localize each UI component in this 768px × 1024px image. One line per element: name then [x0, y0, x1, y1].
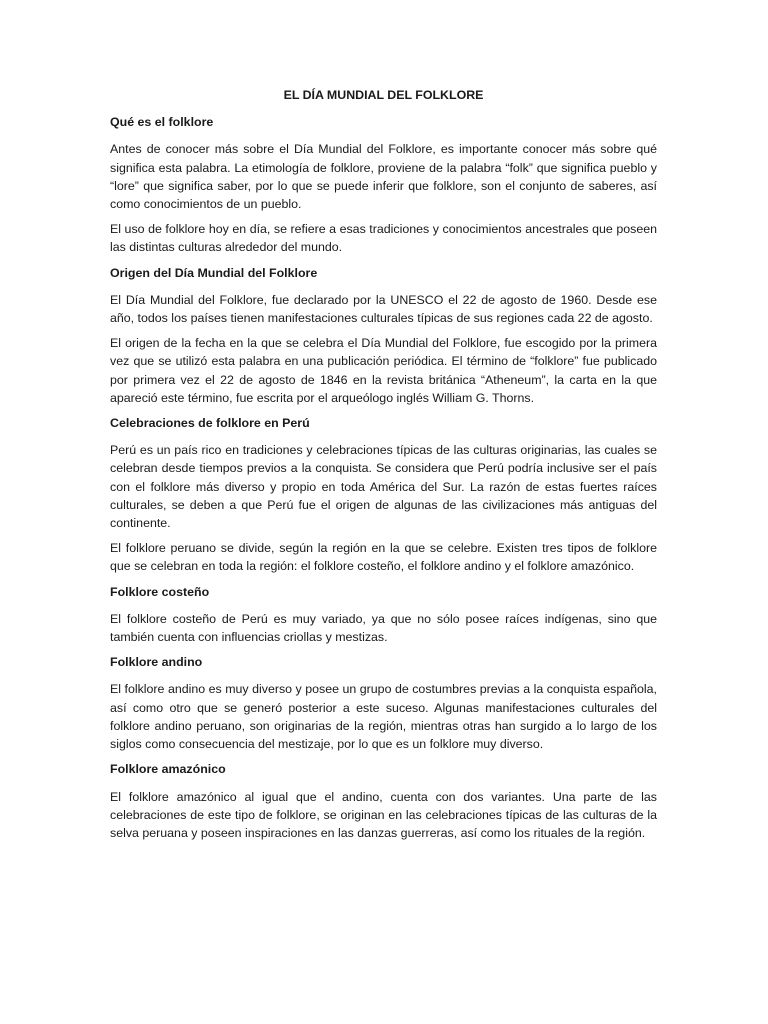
document-page — [110, 86, 657, 849]
paragraph: El folklore andino es muy diverso y posee un grupo de costumbres previas a la conquista española, así como otro que se generó posterior a este suceso. Algunas manifestaciones culturales del folklore andino peruano, son originarias de la región, mientras otras han surgido a lo largo de los siglos como consecuencia del mestizaje, por lo que es un folklore muy diverso. — [110, 682, 657, 752]
paragraph: Perú es un país rico en tradiciones y celebraciones típicas de las culturas originarias, las cuales se celebran desde tiempos previos a la conquista. Se considera que Perú podría inclusive ser el país con el folklore más diverso y propio en toda América del Sur. La razón de estas fuertes raíces culturales, se deben a que Perú fue el origen de algunas de las civilizaciones más antiguas del continente. — [110, 443, 657, 531]
paragraph: El folklore amazónico al igual que el andino, cuenta con dos variantes. Una parte de las celebraciones de este tipo de folklore, se originan en las celebraciones típicas de las culturas de la selva peruana y poseen inspiraciones en las danzas guerreras, así como los rituales de la región. — [110, 789, 657, 840]
section-celebraciones — [110, 414, 657, 576]
section-heading: Folklore andino — [110, 655, 203, 670]
paragraph: El folklore costeño de Perú es muy variado, ya que no sólo posee raíces indígenas, sino que también cuenta con influencias criollas y mestizas. — [110, 611, 657, 645]
section-andino — [110, 653, 657, 753]
section-que-es — [110, 113, 657, 256]
paragraph: El uso de folklore hoy en día, se refiere a esas tradiciones y conocimientos ancestrales que poseen las distintas culturas alrededor del mundo. — [110, 222, 657, 255]
paragraph: El folklore peruano se divide, según la región en la que se celebre. Existen tres tipos de folklore que se celebran en toda la región: el folklore costeño, el folklore andino y el folklore amazónico. — [110, 541, 657, 574]
section-amazonico — [110, 760, 657, 842]
section-origen — [110, 264, 657, 407]
section-heading: Qué es el folklore — [110, 115, 214, 130]
section-heading: Folklore amazónico — [110, 762, 226, 777]
document-title: EL DÍA MUNDIAL DEL FOLKLORE — [283, 88, 484, 102]
section-costeno — [110, 583, 657, 647]
paragraph: El Día Mundial del Folklore, fue declarado por la UNESCO el 22 de agosto de 1960. Desde ese año, todos los países tienen manifestaciones culturales típicas de sus regiones cada 22 de agosto. — [110, 292, 657, 326]
paragraph: Antes de conocer más sobre el Día Mundial del Folklore, es importante conocer más sobre qué significa esta palabra. La etimología de folklore, proviene de la palabra “folk” que significa pueblo y “lore” que significa saber, por lo que se puede inferir que folklore, son el conjunto de saberes, así como conocimientos de un pueblo. — [110, 142, 657, 212]
section-heading: Origen del Día Mundial del Folklore — [110, 265, 318, 280]
section-heading: Celebraciones de folklore en Perú — [110, 416, 310, 431]
paragraph: El origen de la fecha en la que se celebra el Día Mundial del Folklore, fue escogido por la primera vez que se utilizó esta palabra en una publicación periódica. El término de “folklore” fue publicado por primera vez el 22 de agosto de 1846 en la revista británica “Atheneum”, la carta en la que apareció este término, fue escrita por el arqueólogo inglés William G. Thorns. — [110, 336, 657, 405]
section-heading: Folklore costeño — [110, 584, 210, 599]
